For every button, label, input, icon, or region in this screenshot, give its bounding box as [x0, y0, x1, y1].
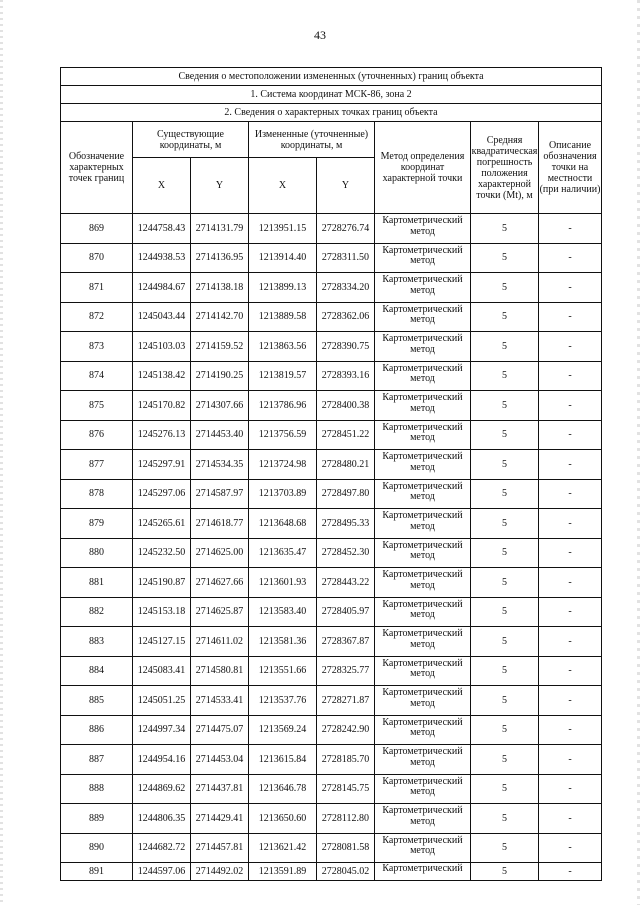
updated-x-cell: 1213601.93 [249, 568, 317, 598]
description-cell: - [539, 243, 602, 273]
method-cell: Картометрический метод [375, 715, 471, 745]
updated-y-cell: 2728185.70 [317, 745, 375, 775]
rms-error-cell: 5 [471, 361, 539, 391]
point-cell: 884 [61, 656, 133, 686]
updated-x-cell: 1213615.84 [249, 745, 317, 775]
updated-x-cell: 1213635.47 [249, 538, 317, 568]
existing-y-cell: 2714618.77 [191, 509, 249, 539]
table-row [61, 509, 602, 539]
section-title: Сведения о местоположении измененных (уточненных) границ объекта [61, 68, 602, 86]
existing-x-cell: 1244869.62 [133, 774, 191, 804]
table-row [61, 745, 602, 775]
point-cell: 888 [61, 774, 133, 804]
existing-x-cell: 1245127.15 [133, 627, 191, 657]
rms-error-cell: 5 [471, 686, 539, 716]
existing-x-cell: 1244954.16 [133, 745, 191, 775]
updated-x-cell: 1213537.76 [249, 686, 317, 716]
point-cell: 882 [61, 597, 133, 627]
rms-error-cell: 5 [471, 243, 539, 273]
existing-x-cell: 1245297.91 [133, 450, 191, 480]
existing-x-cell: 1244758.43 [133, 214, 191, 244]
updated-y-cell: 2728145.75 [317, 774, 375, 804]
method-cell: Картометрический метод [375, 302, 471, 332]
point-cell: 887 [61, 745, 133, 775]
table-row [61, 774, 602, 804]
updated-y-cell: 2728367.87 [317, 627, 375, 657]
description-cell: - [539, 568, 602, 598]
rms-error-cell: 5 [471, 538, 539, 568]
method-cell: Картометрический метод [375, 273, 471, 303]
table-row [61, 214, 602, 244]
updated-x-cell: 1213889.58 [249, 302, 317, 332]
table-row [61, 863, 602, 881]
table-row [61, 332, 602, 362]
updated-x-cell: 1213863.56 [249, 332, 317, 362]
existing-y-cell: 2714457.81 [191, 833, 249, 863]
description-cell: - [539, 479, 602, 509]
updated-y-cell: 2728451.22 [317, 420, 375, 450]
updated-y-cell: 2728497.80 [317, 479, 375, 509]
method-cell: Картометрический метод [375, 568, 471, 598]
table-row [61, 656, 602, 686]
rms-error-cell: 5 [471, 627, 539, 657]
subsection-title: 2. Сведения о характерных точках границ объекта [61, 104, 602, 122]
method-cell: Картометрический метод [375, 332, 471, 362]
existing-y-cell: 2714453.40 [191, 420, 249, 450]
table-row [61, 715, 602, 745]
existing-y-cell: 2714307.66 [191, 391, 249, 421]
table-row [61, 627, 602, 657]
updated-x-cell: 1213951.15 [249, 214, 317, 244]
existing-y-cell: 2714429.41 [191, 804, 249, 834]
existing-x-cell: 1245190.87 [133, 568, 191, 598]
existing-x-cell: 1244984.67 [133, 273, 191, 303]
updated-y-cell: 2728452.30 [317, 538, 375, 568]
table-row [61, 243, 602, 273]
existing-y-cell: 2714453.04 [191, 745, 249, 775]
updated-x-cell: 1213646.78 [249, 774, 317, 804]
updated-y-cell: 2728443.22 [317, 568, 375, 598]
point-cell: 890 [61, 833, 133, 863]
existing-y-cell: 2714131.79 [191, 214, 249, 244]
boundary-points-table [60, 67, 602, 881]
existing-x-cell: 1245265.61 [133, 509, 191, 539]
existing-x-cell: 1245170.82 [133, 391, 191, 421]
method-cell: Картометрический метод [375, 656, 471, 686]
point-cell: 872 [61, 302, 133, 332]
description-cell: - [539, 597, 602, 627]
updated-x-cell: 1213581.36 [249, 627, 317, 657]
method-cell: Картометрический метод [375, 509, 471, 539]
existing-y-cell: 2714159.52 [191, 332, 249, 362]
existing-y-cell: 2714580.81 [191, 656, 249, 686]
point-cell: 881 [61, 568, 133, 598]
existing-y-cell: 2714625.87 [191, 597, 249, 627]
existing-y-cell: 2714625.00 [191, 538, 249, 568]
description-cell: - [539, 302, 602, 332]
point-cell: 883 [61, 627, 133, 657]
point-cell: 873 [61, 332, 133, 362]
existing-x-cell: 1245297.06 [133, 479, 191, 509]
rms-error-cell: 5 [471, 774, 539, 804]
existing-y-cell: 2714587.97 [191, 479, 249, 509]
existing-x-cell: 1245083.41 [133, 656, 191, 686]
existing-y-cell: 2714437.81 [191, 774, 249, 804]
updated-y-cell: 2728271.87 [317, 686, 375, 716]
header-existing-y: Y [191, 158, 249, 214]
table-row [61, 361, 602, 391]
updated-x-cell: 1213621.42 [249, 833, 317, 863]
method-cell: Картометрический метод [375, 420, 471, 450]
description-cell: - [539, 214, 602, 244]
table-row [61, 302, 602, 332]
rms-error-cell: 5 [471, 833, 539, 863]
description-cell: - [539, 538, 602, 568]
description-cell: - [539, 745, 602, 775]
method-cell: Картометрический метод [375, 774, 471, 804]
table-row [61, 273, 602, 303]
header-method: Метод определения координат характерной точки [375, 122, 471, 214]
updated-x-cell: 1213724.98 [249, 450, 317, 480]
description-cell: - [539, 273, 602, 303]
rms-error-cell: 5 [471, 715, 539, 745]
description-cell: - [539, 332, 602, 362]
description-cell: - [539, 715, 602, 745]
page-number: 43 [314, 28, 326, 42]
updated-y-cell: 2728362.06 [317, 302, 375, 332]
point-cell: 885 [61, 686, 133, 716]
updated-y-cell: 2728400.38 [317, 391, 375, 421]
existing-y-cell: 2714138.18 [191, 273, 249, 303]
existing-y-cell: 2714475.07 [191, 715, 249, 745]
point-cell: 870 [61, 243, 133, 273]
table-row [61, 391, 602, 421]
description-cell: - [539, 863, 602, 881]
description-cell: - [539, 391, 602, 421]
point-cell: 878 [61, 479, 133, 509]
updated-x-cell: 1213591.89 [249, 863, 317, 881]
updated-x-cell: 1213569.24 [249, 715, 317, 745]
rms-error-cell: 5 [471, 745, 539, 775]
scan-edge-left [0, 0, 3, 905]
header-updated-coords: Измененные (уточненные) координаты, м [249, 122, 375, 158]
coordinate-system: 1. Система координат МСК-86, зона 2 [61, 86, 602, 104]
table-body [61, 214, 602, 881]
updated-y-cell: 2728405.97 [317, 597, 375, 627]
table-row [61, 450, 602, 480]
existing-x-cell: 1245276.13 [133, 420, 191, 450]
method-cell: Картометрический метод [375, 479, 471, 509]
description-cell: - [539, 361, 602, 391]
header-point-designation: Обозначение характерных точек границ [61, 122, 133, 214]
point-cell: 889 [61, 804, 133, 834]
table-row [61, 686, 602, 716]
existing-y-cell: 2714533.41 [191, 686, 249, 716]
method-cell: Картометрический метод [375, 627, 471, 657]
existing-x-cell: 1245232.50 [133, 538, 191, 568]
point-cell: 880 [61, 538, 133, 568]
rms-error-cell: 5 [471, 214, 539, 244]
description-cell: - [539, 686, 602, 716]
point-cell: 871 [61, 273, 133, 303]
updated-x-cell: 1213583.40 [249, 597, 317, 627]
table-row [61, 479, 602, 509]
header-existing-coords: Существующие координаты, м [133, 122, 249, 158]
existing-x-cell: 1245043.44 [133, 302, 191, 332]
updated-y-cell: 2728334.20 [317, 273, 375, 303]
method-cell: Картометрический метод [375, 538, 471, 568]
method-cell: Картометрический метод [375, 450, 471, 480]
existing-y-cell: 2714611.02 [191, 627, 249, 657]
method-cell: Картометрический метод [375, 833, 471, 863]
rms-error-cell: 5 [471, 450, 539, 480]
table-row [61, 804, 602, 834]
description-cell: - [539, 420, 602, 450]
description-cell: - [539, 833, 602, 863]
updated-y-cell: 2728112.80 [317, 804, 375, 834]
existing-x-cell: 1244997.34 [133, 715, 191, 745]
updated-y-cell: 2728081.58 [317, 833, 375, 863]
existing-x-cell: 1244597.06 [133, 863, 191, 881]
existing-x-cell: 1244938.53 [133, 243, 191, 273]
updated-x-cell: 1213551.66 [249, 656, 317, 686]
existing-x-cell: 1244682.72 [133, 833, 191, 863]
description-cell: - [539, 774, 602, 804]
description-cell: - [539, 450, 602, 480]
updated-y-cell: 2728311.50 [317, 243, 375, 273]
updated-y-cell: 2728242.90 [317, 715, 375, 745]
header-description: Описание обозначения точки на местности (при наличии) [539, 122, 602, 214]
method-cell: Картометрический метод [375, 243, 471, 273]
table-row [61, 420, 602, 450]
method-cell: Картометрический метод [375, 214, 471, 244]
point-cell: 877 [61, 450, 133, 480]
header-rms-error: Средняя квадратическая погрешность положения характерной точки (Mt), м [471, 122, 539, 214]
rms-error-cell: 5 [471, 332, 539, 362]
table-row [61, 538, 602, 568]
description-cell: - [539, 509, 602, 539]
existing-y-cell: 2714190.25 [191, 361, 249, 391]
method-cell: Картометрический метод [375, 804, 471, 834]
method-cell: Картометрический метод [375, 686, 471, 716]
rms-error-cell: 5 [471, 302, 539, 332]
rms-error-cell: 5 [471, 568, 539, 598]
header-updated-y: Y [317, 158, 375, 214]
updated-x-cell: 1213899.13 [249, 273, 317, 303]
point-cell: 886 [61, 715, 133, 745]
updated-y-cell: 2728390.75 [317, 332, 375, 362]
header-existing-x: X [133, 158, 191, 214]
existing-x-cell: 1245051.25 [133, 686, 191, 716]
updated-y-cell: 2728276.74 [317, 214, 375, 244]
existing-x-cell: 1244806.35 [133, 804, 191, 834]
updated-y-cell: 2728045.02 [317, 863, 375, 881]
rms-error-cell: 5 [471, 479, 539, 509]
updated-y-cell: 2728393.16 [317, 361, 375, 391]
existing-y-cell: 2714142.70 [191, 302, 249, 332]
rms-error-cell: 5 [471, 804, 539, 834]
table-row [61, 568, 602, 598]
point-cell: 876 [61, 420, 133, 450]
updated-y-cell: 2728325.77 [317, 656, 375, 686]
existing-y-cell: 2714492.02 [191, 863, 249, 881]
method-cell: Картометрический метод [375, 391, 471, 421]
existing-y-cell: 2714136.95 [191, 243, 249, 273]
point-cell: 874 [61, 361, 133, 391]
table-row [61, 597, 602, 627]
existing-x-cell: 1245103.03 [133, 332, 191, 362]
rms-error-cell: 5 [471, 597, 539, 627]
rms-error-cell: 5 [471, 863, 539, 881]
updated-x-cell: 1213914.40 [249, 243, 317, 273]
updated-x-cell: 1213819.57 [249, 361, 317, 391]
point-cell: 869 [61, 214, 133, 244]
rms-error-cell: 5 [471, 391, 539, 421]
point-cell: 891 [61, 863, 133, 881]
rms-error-cell: 5 [471, 273, 539, 303]
updated-x-cell: 1213648.68 [249, 509, 317, 539]
existing-x-cell: 1245153.18 [133, 597, 191, 627]
description-cell: - [539, 627, 602, 657]
description-cell: - [539, 656, 602, 686]
rms-error-cell: 5 [471, 656, 539, 686]
header-updated-x: X [249, 158, 317, 214]
point-cell: 879 [61, 509, 133, 539]
existing-y-cell: 2714534.35 [191, 450, 249, 480]
description-cell: - [539, 804, 602, 834]
existing-x-cell: 1245138.42 [133, 361, 191, 391]
method-cell: Картометрический [375, 863, 471, 881]
method-cell: Картометрический метод [375, 597, 471, 627]
point-cell: 875 [61, 391, 133, 421]
updated-x-cell: 1213703.89 [249, 479, 317, 509]
method-cell: Картометрический метод [375, 745, 471, 775]
rms-error-cell: 5 [471, 509, 539, 539]
updated-y-cell: 2728480.21 [317, 450, 375, 480]
updated-x-cell: 1213786.96 [249, 391, 317, 421]
rms-error-cell: 5 [471, 420, 539, 450]
method-cell: Картометрический метод [375, 361, 471, 391]
existing-y-cell: 2714627.66 [191, 568, 249, 598]
updated-y-cell: 2728495.33 [317, 509, 375, 539]
table-row [61, 833, 602, 863]
updated-x-cell: 1213650.60 [249, 804, 317, 834]
updated-x-cell: 1213756.59 [249, 420, 317, 450]
